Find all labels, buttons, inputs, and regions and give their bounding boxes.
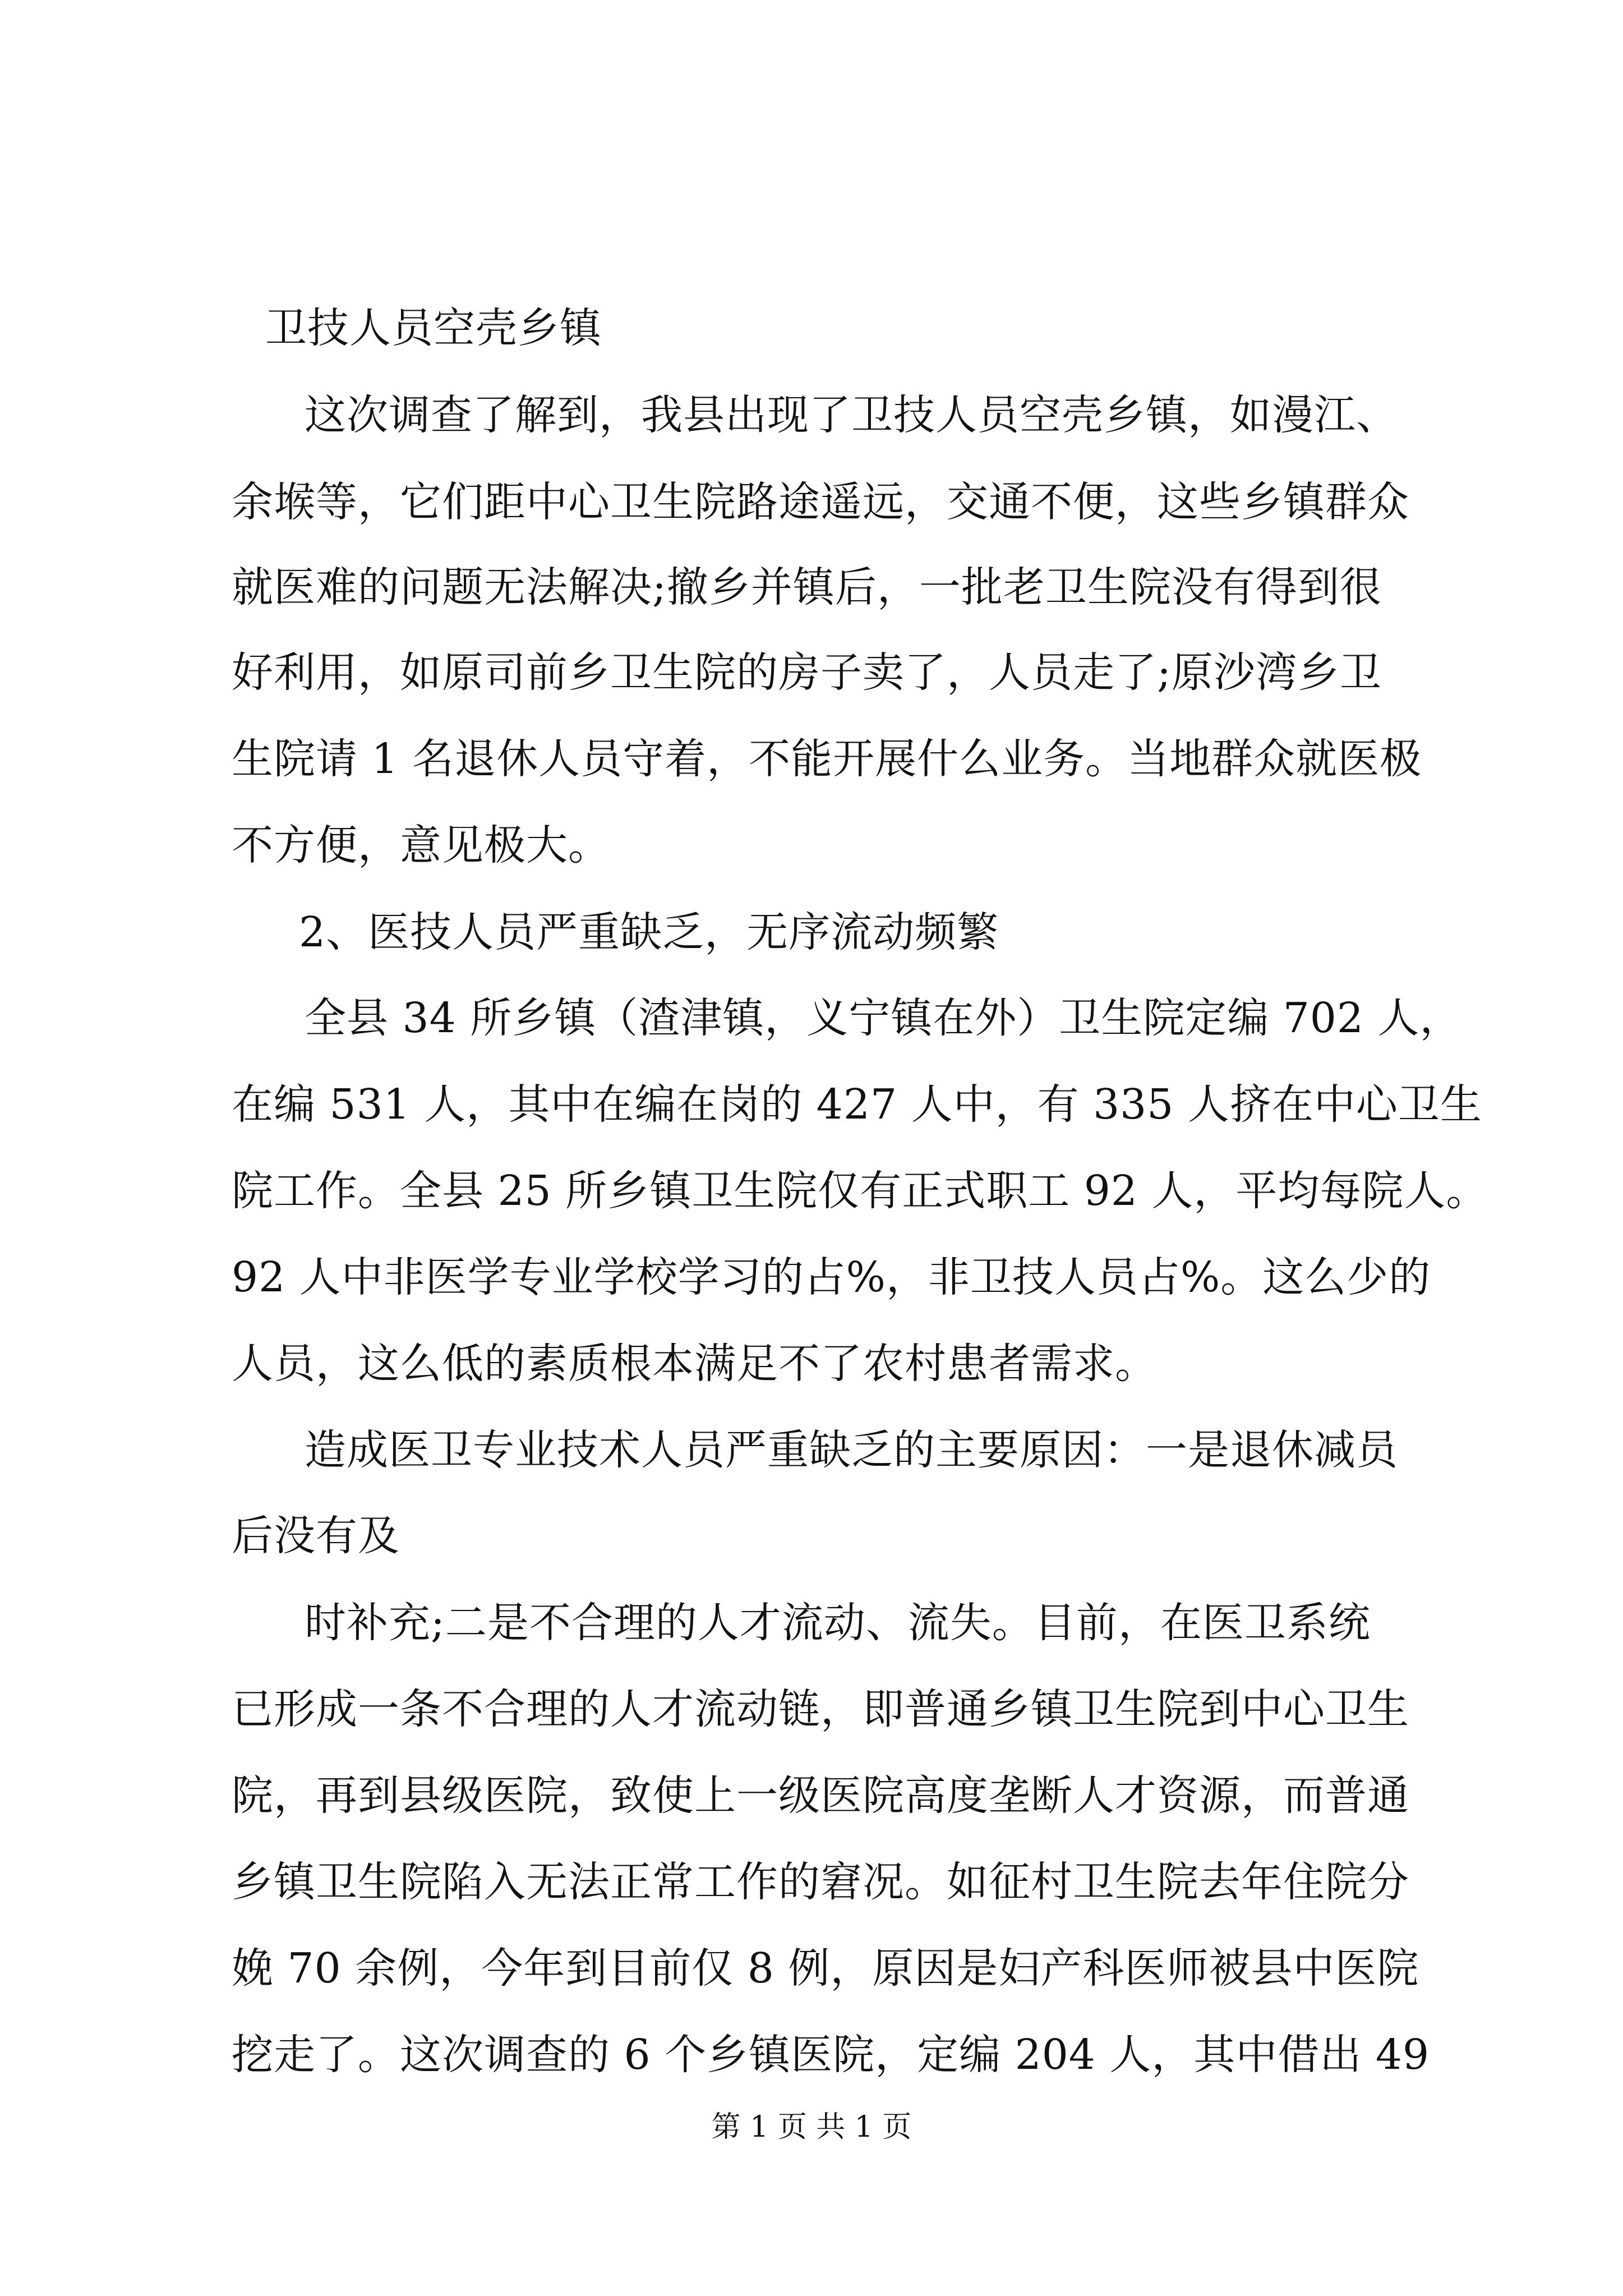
text-line: 人员，这么低的素质根本满足不了农村患者需求。 [232,1340,1157,1388]
text-line: 后没有及 [232,1512,400,1560]
text-line: 余堠等，它们距中心卫生院路途遥远，交通不便，这些乡镇群众 [232,478,1409,526]
text-line: 不方便，意见极大。 [232,821,610,869]
text-line: 生院请 1 名退休人员守着，不能开展什么业务。当地群众就医极 [232,735,1422,783]
text-line: 全县 34 所乡镇（渣津镇，义宁镇在外）卫生院定编 702 人， [305,994,1462,1042]
text-line: 院工作。全县 25 所乡镇卫生院仅有正式职工 92 人，平均每院人。 [232,1167,1488,1215]
text-line: 乡镇卫生院陷入无法正常工作的窘况。如征村卫生院去年住院分 [232,1858,1409,1906]
text-line: 娩 70 余例，今年到目前仅 8 例，原因是妇产科医师被县中医院 [232,1944,1419,1993]
text-line: 已形成一条不合理的人才流动链，即普通乡镇卫生院到中心卫生 [232,1685,1409,1733]
text-line: 卫技人员空壳乡镇 [265,304,602,352]
text-line: 在编 531 人，其中在编在岗的 427 人中，有 335 人挤在中心卫生 [232,1080,1482,1129]
text-line: 好利用，如原司前乡卫生院的房子卖了，人员走了;原沙湾乡卫 [232,648,1382,697]
text-line: 这次调查了解到，我县出现了卫技人员空壳乡镇，如漫江、 [305,391,1398,439]
text-line: 院，再到县级医院，致使上一级医院高度垄断人才资源，而普通 [232,1772,1409,1820]
text-line: 时补充;二是不合理的人才流动、流失。目前，在医卫系统 [305,1599,1371,1647]
text-line: 造成医卫专业技术人员严重缺乏的主要原因：一是退休减员 [305,1426,1398,1474]
text-line: 就医难的问题无法解决;撤乡并镇后，一批老卫生院没有得到很 [232,563,1382,611]
text-line: 2、医技人员严重缺乏，无序流动频繁 [299,908,999,956]
text-line: 挖走了。这次调查的 6 个乡镇医院，定编 204 人，其中借出 49 [232,2031,1430,2079]
text-line: 92 人中非医学专业学校学习的占%，非卫技人员占%。这么少的 [232,1253,1431,1301]
page-footer: 第 1 页 共 1 页 [711,2110,912,2144]
